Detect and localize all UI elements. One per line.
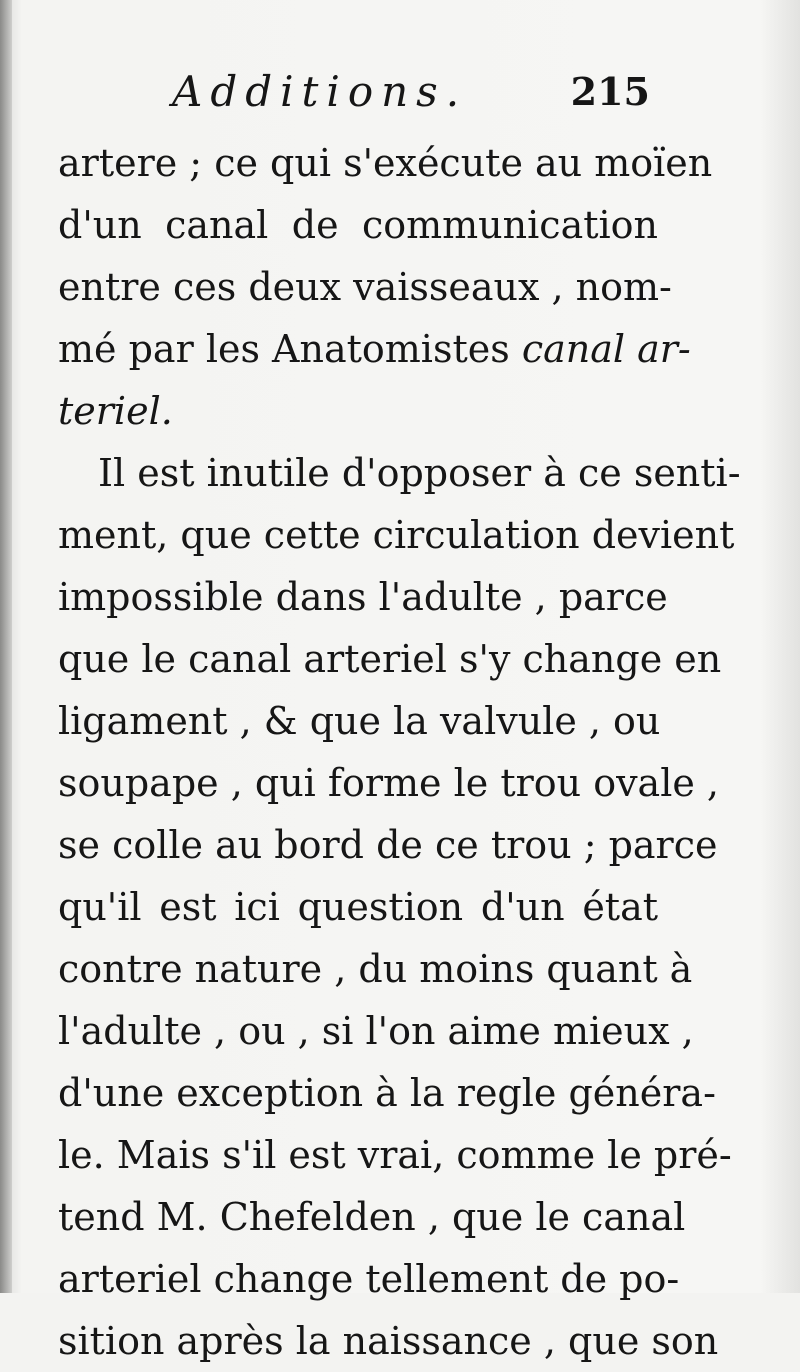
- text-line-4-roman: mé par les Anatomistes: [58, 327, 510, 371]
- text-line-7: ment, que cette circulation devient: [58, 513, 735, 557]
- text-line-19: arteriel change tellement de po-: [58, 1257, 680, 1301]
- page-number: 215: [570, 69, 650, 114]
- text-line-10: ligament , & que la valvule , ou: [58, 699, 661, 743]
- page-binding-shadow: [0, 0, 12, 1293]
- text-line-5: [58, 380, 658, 442]
- text-line-13: qu'il est ici question d'un état: [58, 885, 658, 929]
- text-line-8: impossible dans l'adulte , parce: [58, 575, 668, 619]
- page-header: [150, 62, 670, 122]
- text-line-18: tend M. Chefelden , que le canal: [58, 1195, 686, 1239]
- text-line-4: [58, 318, 691, 380]
- text-line-12: se colle au bord de ce trou ; parce: [58, 823, 718, 867]
- body-text: [58, 132, 741, 1372]
- text-line-15: l'adulte , ou , si l'on aime mieux ,: [58, 1009, 694, 1053]
- text-line-1: artere ; ce qui s'exécute au moïen: [58, 141, 713, 185]
- text-line-11: soupape , qui forme le trou ovale ,: [58, 761, 720, 805]
- text-line-2: d'un canal de communication: [58, 203, 658, 247]
- text-line-14: contre nature , du moins quant à: [58, 947, 693, 991]
- paragraph-start-line: Il est inutile d'opposer à ce senti-: [98, 451, 741, 495]
- text-line-3: entre ces deux vaisseaux , nom-: [58, 265, 672, 309]
- text-line-20: sition après la naissance , que son: [58, 1319, 719, 1363]
- text-line-17: le. Mais s'il est vrai, comme le pré-: [58, 1133, 732, 1177]
- text-line-16: d'une exception à la regle généra-: [58, 1071, 716, 1115]
- text-line-4-italic: canal ar-: [521, 327, 691, 371]
- text-line-5-italic: teriel.: [58, 389, 173, 433]
- text-line-9: que le canal arteriel s'y change en: [58, 637, 722, 681]
- running-title: Additions.: [172, 67, 468, 116]
